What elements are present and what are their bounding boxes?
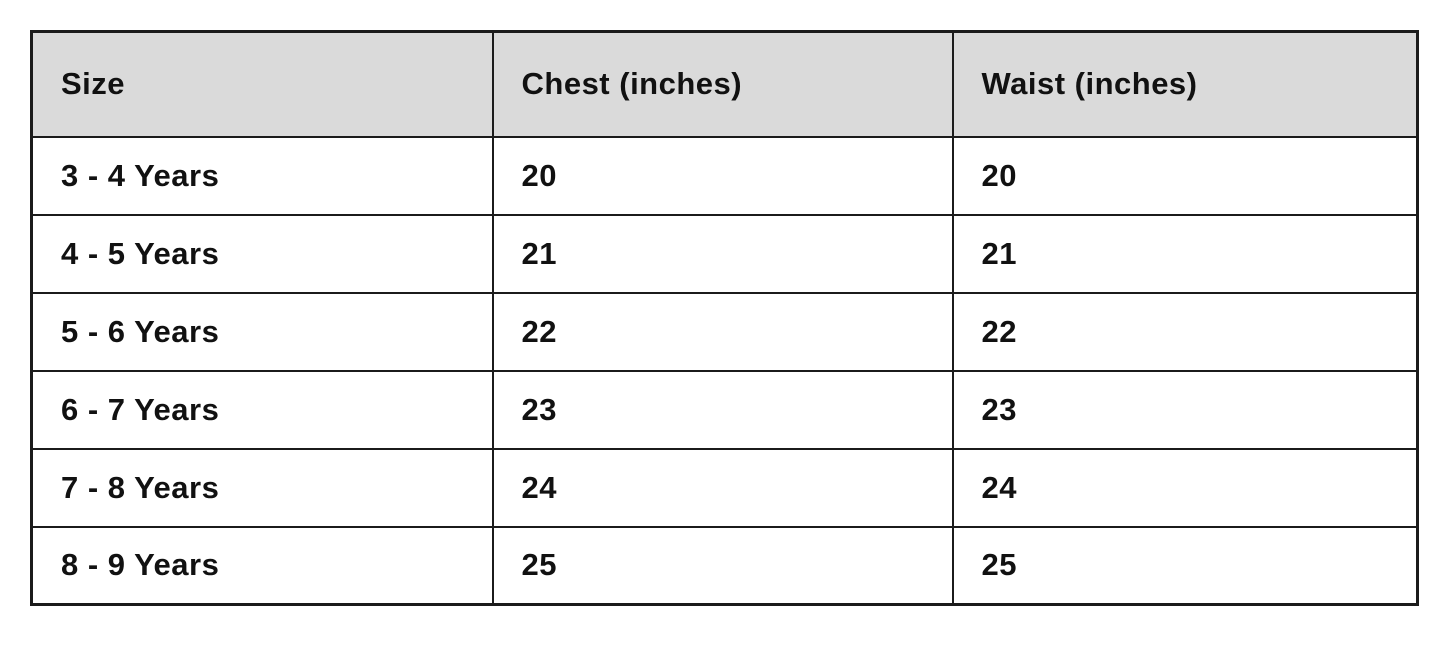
table-row	[32, 371, 1418, 449]
cell-waist: 23	[953, 371, 1418, 449]
cell-size: 3 - 4 Years	[32, 137, 493, 215]
cell-waist: 20	[953, 137, 1418, 215]
cell-size: 6 - 7 Years	[32, 371, 493, 449]
column-header-size: Size	[32, 32, 493, 137]
cell-waist: 22	[953, 293, 1418, 371]
table-row	[32, 137, 1418, 215]
table-row	[32, 449, 1418, 527]
header-row	[32, 32, 1418, 137]
cell-size: 7 - 8 Years	[32, 449, 493, 527]
cell-size: 5 - 6 Years	[32, 293, 493, 371]
cell-waist: 24	[953, 449, 1418, 527]
table-row	[32, 293, 1418, 371]
cell-size: 8 - 9 Years	[32, 527, 493, 605]
size-chart-table	[30, 30, 1419, 606]
cell-chest: 25	[493, 527, 953, 605]
column-header-chest: Chest (inches)	[493, 32, 953, 137]
table-row	[32, 527, 1418, 605]
cell-waist: 21	[953, 215, 1418, 293]
cell-chest: 21	[493, 215, 953, 293]
cell-chest: 22	[493, 293, 953, 371]
column-header-waist: Waist (inches)	[953, 32, 1418, 137]
cell-size: 4 - 5 Years	[32, 215, 493, 293]
cell-chest: 24	[493, 449, 953, 527]
cell-waist: 25	[953, 527, 1418, 605]
cell-chest: 20	[493, 137, 953, 215]
cell-chest: 23	[493, 371, 953, 449]
table-row	[32, 215, 1418, 293]
